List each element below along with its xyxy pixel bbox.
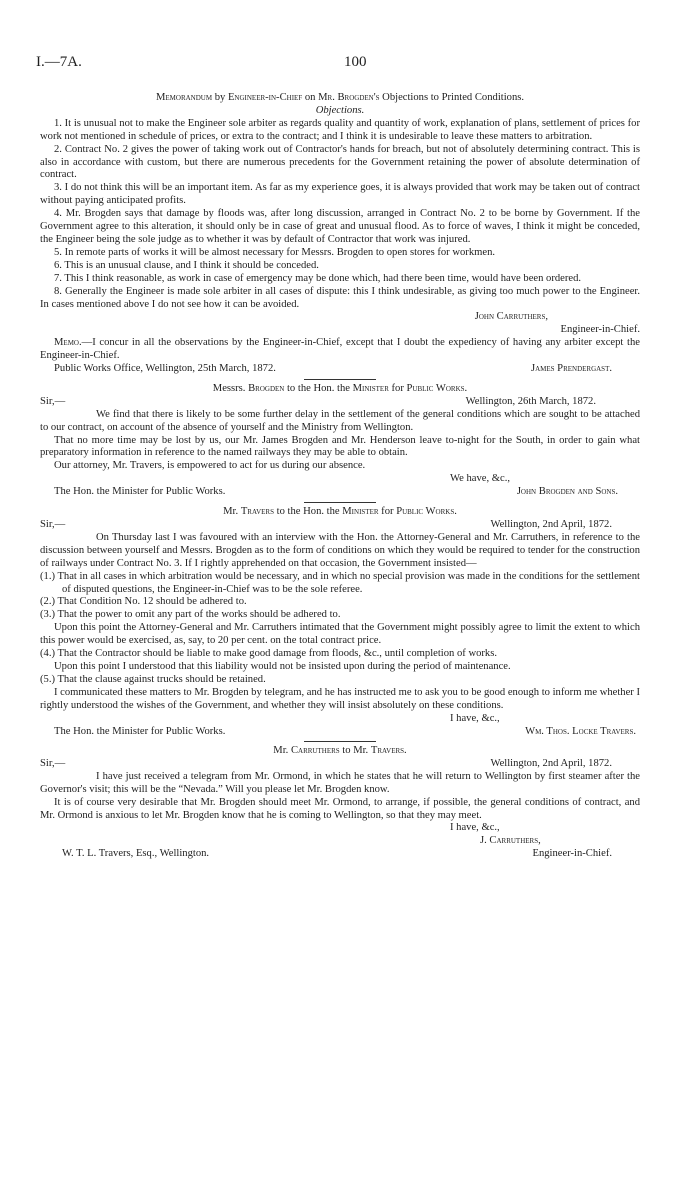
letter2-heading: Mr. Travers to the Hon. the Minister for Public Works. [223, 506, 457, 518]
objection-item: 1. It is unusual not to make the Engineer sole arbiter as regards quality and quantity of work, explanation of plans, settlement of prices for work not mentioned in schedule of prices, or extra to the contract; and I think it is undesirable to leave these matters to arbitration. [40, 117, 640, 142]
condition-point: (2.) That Condition No. 12 should be adhered to. [40, 596, 247, 608]
condition-point: (3.) That the power to omit any part of the works should be adhered to. [40, 609, 341, 621]
salutation: Sir,— [40, 395, 66, 407]
letter3-salutation-row [40, 758, 640, 771]
letter3-heading: Mr. Carruthers to Mr. Travers. [273, 745, 407, 757]
letter1-footer [40, 486, 640, 499]
objection-item: 7. This I think reasonable, as work in case of emergency may be done which, had there been time, would have been ordered. [54, 272, 582, 284]
letter1-heading: Messrs. Brogden to the Hon. the Minister for Public Works. [212, 382, 468, 394]
letter2-closing-paragraph: I communicated these matters to Mr. Brogden by telegram, and he has instructed me to ask you to be good enough to inform me whether I rightly understood the wishes of the Government, and whether they will insist absolutely on these conditions. [40, 686, 640, 711]
objection-item: 5. In remote parts of works it will be almost necessary for Messrs. Brogden to open stores for workmen. [54, 246, 496, 258]
section-divider [304, 379, 376, 380]
addressee: The Hon. the Minister for Public Works. [54, 486, 226, 498]
memo-title: Memorandum by Engineer-in-Chief on Mr. Brogden's Objections to Printed Conditions. [155, 92, 525, 103]
memo-subtitle: Objections. [315, 104, 365, 116]
concur-footer [40, 363, 640, 376]
letter2-signature: Wm. Thos. Locke Travers. [525, 725, 636, 737]
office-line: Public Works Office, Wellington, 25th March, 1872. [54, 363, 276, 375]
objection-item: 3. I do not think this will be an important item. As far as my experience goes, it is always provided that work may be taken out of contract without paying anticipated profits. [40, 182, 640, 207]
memo-signature-name: John Carruthers, [474, 311, 548, 323]
addressee: W. T. L. Travers, Esq., Wellington. [62, 847, 210, 859]
letter3-paragraph: I have just received a telegram from Mr. Ormond, in which he states that he will return to Wellington by first steamer after the Governor's visit; this will be the “Nevada.” Will you please let Mr. Brogden know. [40, 771, 640, 796]
dateline: Wellington, 2nd April, 1872. [490, 519, 612, 530]
dateline: Wellington, 2nd April, 1872. [490, 758, 612, 770]
concur-memo: Memo.—I concur in all the observations by the Engineer-in-Chief, except that I doubt the expediency of having any arbiter except the Engineer-in-Chief. [40, 337, 640, 362]
objection-item: 2. Contract No. 2 gives the power of taking work out of Contractor's hands for breach, but not of absolutely determining contract. This is also in accordance with custom, but there are numerous precedents for the Government retaining the power of absolute determination of contract. [40, 143, 640, 181]
letter2-closing: I have, &c., [450, 712, 500, 724]
page-number: 100 [344, 54, 367, 70]
letter3-signature-name: J. Carruthers, [480, 834, 541, 846]
document-body [40, 92, 640, 861]
letter2-footer [40, 726, 640, 739]
letter1-paragraph: Our attorney, Mr. Travers, is empowered to act for us during our absence. [54, 460, 366, 472]
condition-point: (5.) That the clause against trucks should be retained. [40, 673, 266, 685]
section-divider [304, 741, 376, 742]
concur-signature: James Prendergast. [530, 363, 612, 375]
condition-note: Upon this point the Attorney-General and Mr. Carruthers intimated that the Government might possibly agree to limit the extent to which this power would be exercised, as, say, to 20 per cent. on the total contract price. [40, 622, 640, 647]
objection-item: 8. Generally the Engineer is made sole arbiter in all cases of dispute: this I think undesirable, as giving too much power to the Engineer. In cases mentioned above I do not see how it can be avoided. [40, 285, 640, 310]
letter3-signature-title: Engineer-in-Chief. [532, 847, 612, 859]
section-divider [304, 502, 376, 503]
letter3-footer [40, 848, 640, 861]
addressee: The Hon. the Minister for Public Works. [54, 725, 226, 737]
objection-item: 6. This is an unusual clause, and I think it should be conceded. [54, 259, 319, 271]
letter1-salutation-row [40, 396, 640, 409]
page-header [36, 54, 640, 74]
letter1-signature: John Brogden and Sons. [516, 486, 618, 498]
salutation: Sir,— [40, 758, 66, 770]
letter1-closing: We have, &c., [450, 473, 511, 485]
letter1-paragraph: We find that there is likely to be some further delay in the settlement of the general conditions which are sought to be attached to our contract, on account of the absence of yourself and the Ministry from Wellington. [40, 408, 640, 433]
letter3-closing: I have, &c., [450, 821, 500, 833]
condition-note: Upon this point I understood that this liability would not be insisted upon during the period of maintenance. [54, 660, 511, 672]
letter2-salutation-row [40, 519, 640, 532]
condition-point: (1.) That in all cases in which arbitration would be necessary, and in which no special provision was made in the conditions for the settlement of disputed questions, the Engineer-in-Chief was to be the sole referee. [40, 570, 640, 595]
salutation: Sir,— [40, 519, 66, 530]
objection-item: 4. Mr. Brogden says that damage by floods was, after long discussion, arranged in Contract No. 2 to be borne by Government. If the Government agree to this alteration, it should only be in case of great and unusual flood. As to force of waves, I think it might be conceded, the Engineer being the sole judge as to whether it was by default of Contractor that work was injured. [40, 208, 640, 245]
letter3-paragraph: It is of course very desirable that Mr. Brogden should meet Mr. Ormond, to arrange, if possible, the general conditions of contract, and Mr. Ormond is anxious to let Mr. Brogden know that he is coming to Wellington, so that they may meet. [40, 797, 640, 821]
document-reference: I.—7A. [36, 54, 82, 70]
condition-point: (4.) That the Contractor should be liable to make good damage from floods, &c., until completion of works. [40, 648, 498, 660]
letter1-paragraph: That no more time may be lost by us, our Mr. James Brogden and Mr. Henderson leave to-night for the South, in order to gain what preparatory information in reference to the named railways they may be able to obtain. [40, 434, 640, 459]
letter2-intro: On Thursday last I was favoured with an interview with the Hon. the Attorney-General and Mr. Carruthers, in reference to the discussion between yourself and Messrs. Brogden as to the form of conditions on which they would be required to tender for the construction of railways under Contract No. 3. If I rightly apprehended on that occasion, the Government insisted— [40, 531, 640, 569]
memo-signature-title: Engineer-in-Chief. [560, 324, 640, 336]
dateline: Wellington, 26th March, 1872. [465, 395, 596, 407]
